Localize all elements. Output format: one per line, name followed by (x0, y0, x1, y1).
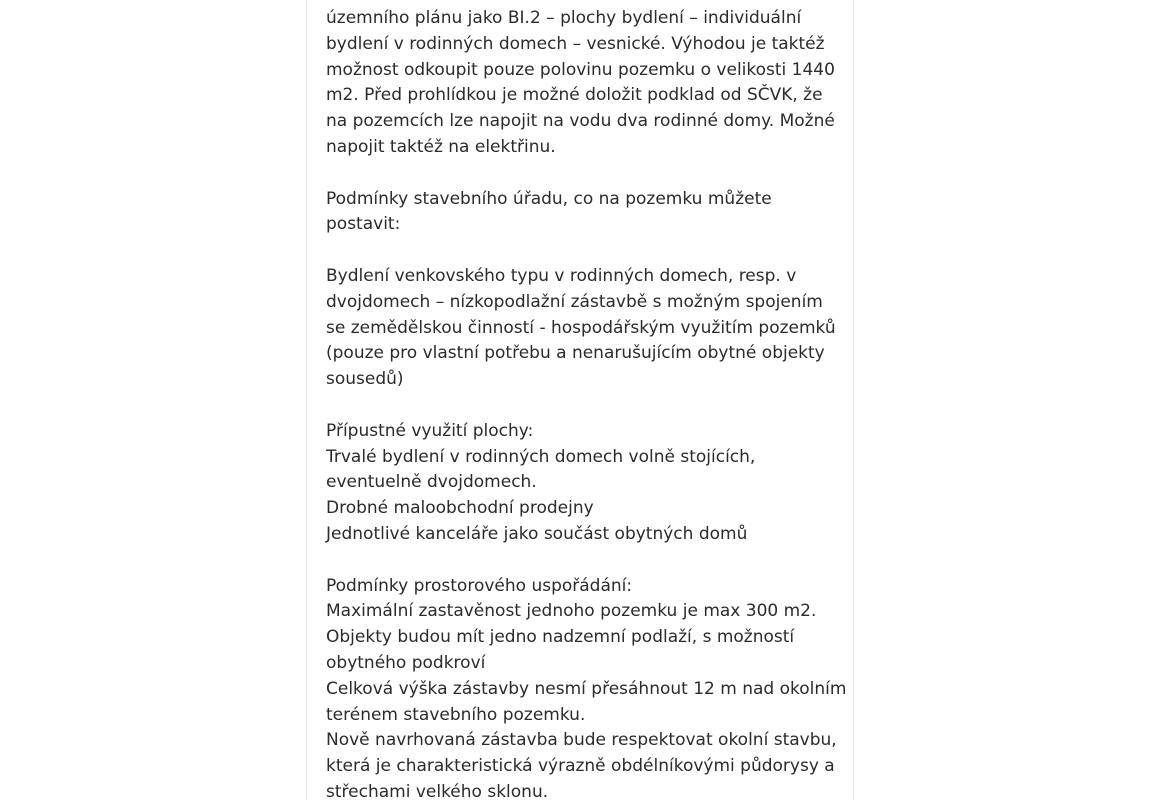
text-line: Drobné maloobchodní prodejny (326, 498, 594, 519)
text-line: dvojdomech – nízkopodlažní zástavbě s možným spojením (326, 291, 823, 312)
text-line: eventuelně dvojdomech. (326, 472, 537, 493)
paragraph-gap (326, 161, 846, 187)
listing-description (326, 6, 846, 800)
text-line: napojit taktéž na elektřinu. (326, 136, 556, 157)
paragraph-zoning (326, 6, 846, 161)
text-line: Nově navrhovaná zástavba bude respektovat okolní stavbu, (326, 730, 837, 751)
text-line: Podmínky prostorového uspořádání: (326, 575, 633, 596)
text-line: Bydlení venkovského typu v rodinných domech, resp. v (326, 265, 797, 286)
paragraph-permitted-use (326, 419, 846, 548)
text-line: Přípustné využití plochy: (326, 420, 534, 441)
text-line: střechami velkého sklonu. (326, 781, 549, 800)
text-line: (pouze pro vlastní potřebu a nenarušujícím obytné objekty (326, 343, 825, 364)
text-line: sousedů) (326, 369, 404, 390)
paragraph-spatial-conditions (326, 574, 846, 800)
text-line: postavit: (326, 214, 401, 235)
paragraph-building-office-conditions (326, 187, 846, 239)
paragraph-gap (326, 393, 846, 419)
text-line: Jednotlivé kanceláře jako součást obytných domů (326, 523, 748, 544)
paragraph-rural-housing (326, 264, 846, 393)
text-line: obytného podkroví (326, 652, 486, 673)
text-line: m2. Před prohlídkou je možné doložit podklad od SČVK, že (326, 85, 823, 106)
text-line: Podmínky stavebního úřadu, co na pozemku můžete (326, 188, 772, 209)
text-line: se zemědělskou činností - hospodářským využitím pozemků (326, 317, 836, 338)
text-line: která je charakteristická výrazně obdélníkovými půdorysy a (326, 756, 835, 777)
paragraph-gap (326, 238, 846, 264)
text-line: územního plánu jako BI.2 – plochy bydlení – individuální (326, 8, 802, 28)
text-line: Trvalé bydlení v rodinných domech volně stojících, (326, 446, 756, 467)
text-line: bydlení v rodinných domech – vesnické. Výhodou je taktéž (326, 33, 825, 54)
text-line: možnost odkoupit pouze polovinu pozemku o velikosti 1440 (326, 59, 835, 80)
paragraph-gap (326, 548, 846, 574)
text-line: Objekty budou mít jedno nadzemní podlaží, s možností (326, 627, 795, 648)
text-line: na pozemcích lze napojit na vodu dva rodinné domy. Možné (326, 111, 835, 132)
text-line: Maximální zastavěnost jednoho pozemku je max 300 m2. (326, 601, 817, 622)
text-line: terénem stavebního pozemku. (326, 704, 586, 725)
text-line: Celková výška zástavby nesmí přesáhnout 12 m nad okolním (326, 678, 847, 699)
